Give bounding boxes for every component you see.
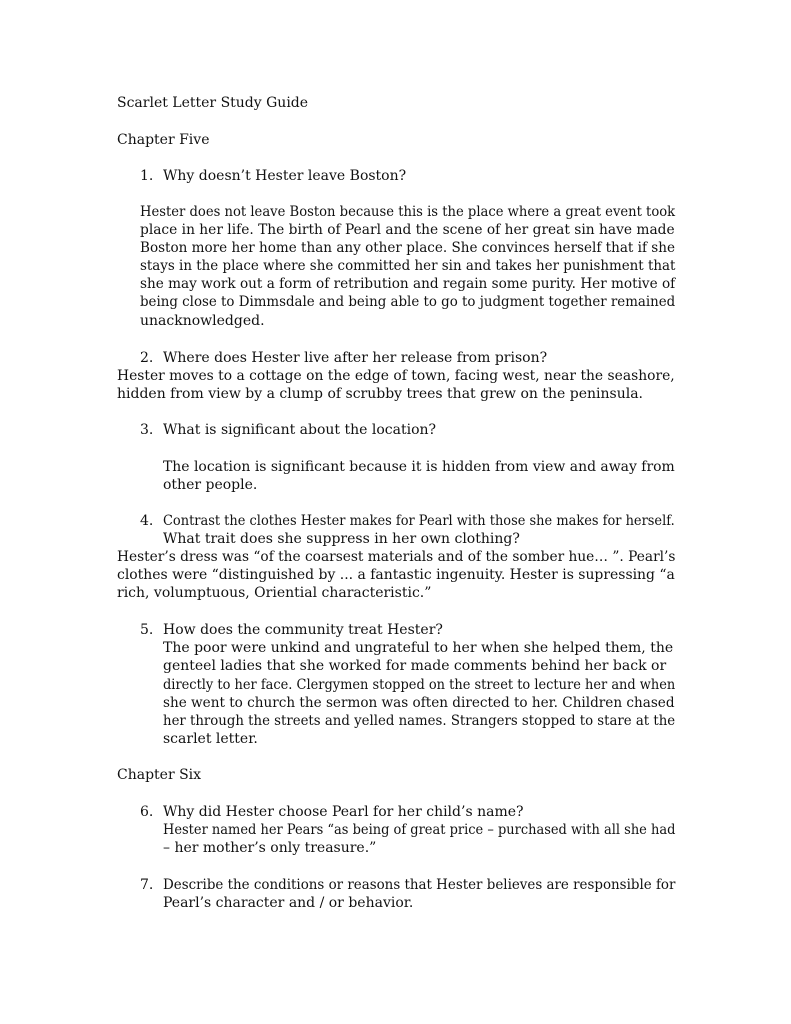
question-number: 2. (140, 350, 154, 366)
question-text: Pearl’s character and / or behavior. (163, 895, 414, 911)
question-number: 5. (140, 622, 154, 638)
answer-line: being close to Dimmsdale and being able to go to judgment together remained (140, 294, 676, 310)
answer-line: place in her life. The birth of Pearl and the scene of her great sin have made (140, 222, 675, 238)
answer-line: hidden from view by a clump of scrubby trees that grew on the peninsula. (117, 386, 643, 402)
question-number: 7. (140, 877, 154, 893)
answer-line: she went to church the sermon was often directed to her. Children chased (163, 695, 675, 711)
question-text: What trait does she suppress in her own clothing? (163, 531, 520, 547)
answer-line: Hester named her Pears “as being of great price – purchased with all she had (163, 822, 676, 838)
question-number: 6. (140, 804, 154, 820)
question-text: What is significant about the location? (163, 422, 437, 438)
answer-line: rich, volumptuous, Oriential characteristic.” (117, 585, 432, 601)
question-text: Contrast the clothes Hester makes for Pearl with those she makes for herself. (163, 513, 675, 529)
answer-line: Boston more her home than any other place. She convinces herself that if she (140, 240, 676, 256)
document-title: Scarlet Letter Study Guide (117, 95, 309, 111)
question-text: How does the community treat Hester? (163, 622, 443, 638)
answer-line: she may work out a form of retribution and regain some purity. Her motive of (140, 276, 676, 292)
answer-line: Hester’s dress was “of the coarsest materials and of the somber hue… ”. Pearl’s (117, 549, 676, 565)
answer-line: Hester moves to a cottage on the edge of town, facing west, near the seashore, (117, 368, 675, 384)
question-number: 3. (140, 422, 154, 438)
question-number: 4. (140, 513, 154, 529)
answer-line: The poor were unkind and ungrateful to her when she helped them, the (163, 640, 674, 656)
chapter-heading-five: Chapter Five (117, 132, 210, 148)
answer-line: Hester does not leave Boston because this is the place where a great event took (140, 204, 676, 220)
answer-line: other people. (163, 477, 258, 493)
chapter-heading-six: Chapter Six (117, 767, 202, 783)
answer-line: clothes were “distinguished by ... a fantastic ingenuity. Hester is supressing “a (117, 567, 675, 583)
question-number: 1. (140, 168, 154, 184)
question-text: Describe the conditions or reasons that Hester believes are responsible for (163, 877, 676, 893)
answer-line: The location is significant because it is hidden from view and away from (163, 459, 675, 475)
question-text: Where does Hester live after her release from prison? (163, 350, 548, 366)
answer-line: directly to her face. Clergymen stopped on the street to lecture her and when (163, 677, 676, 693)
answer-line: unacknowledged. (140, 313, 265, 329)
answer-line: scarlet letter. (163, 731, 258, 747)
answer-line: stays in the place where she committed her sin and takes her punishment that (140, 258, 676, 274)
answer-line: – her mother’s only treasure.” (163, 840, 377, 856)
question-text: Why did Hester choose Pearl for her child’s name? (163, 804, 524, 820)
question-text: Why doesn’t Hester leave Boston? (163, 168, 407, 184)
answer-line: her through the streets and yelled names. Strangers stopped to stare at the (163, 713, 676, 729)
answer-line: genteel ladies that she worked for made comments behind her back or (163, 658, 667, 674)
